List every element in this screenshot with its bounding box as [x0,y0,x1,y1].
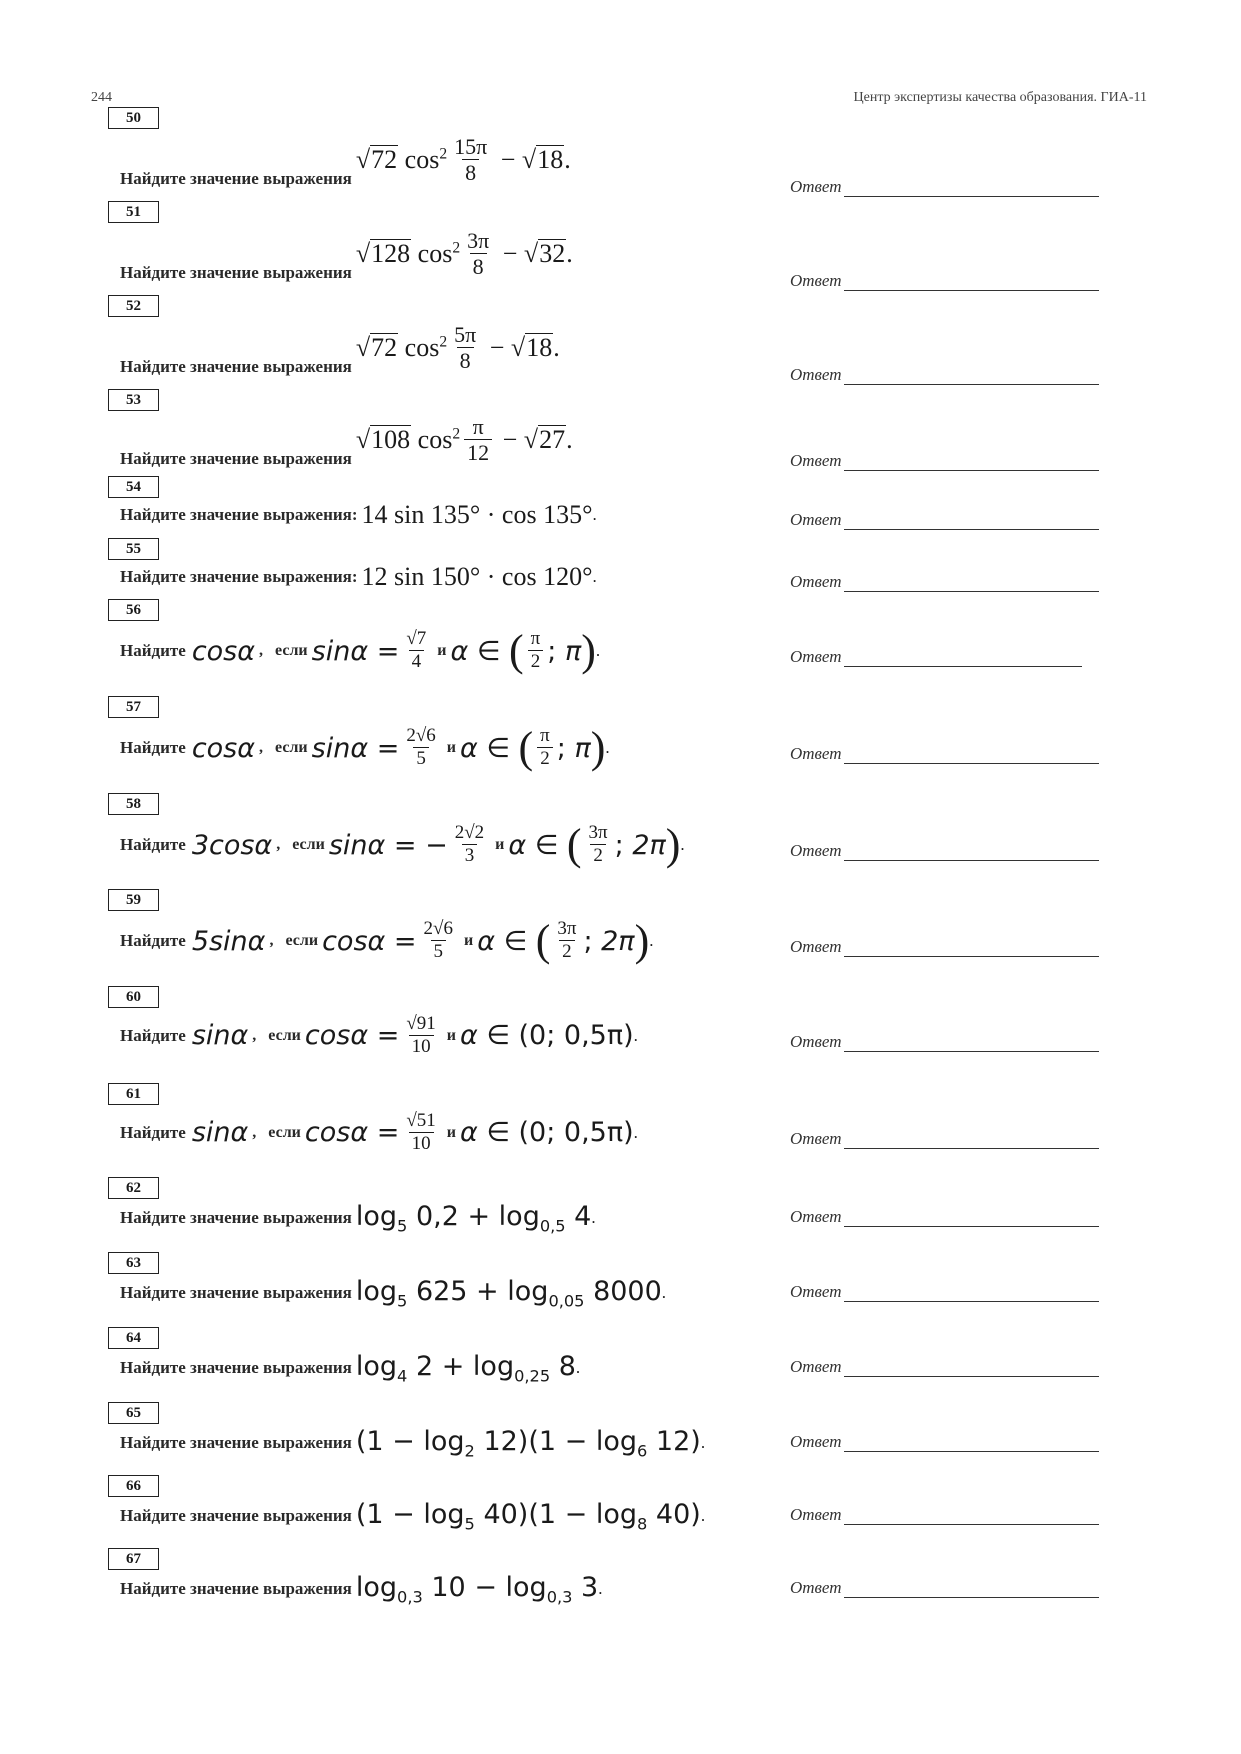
task-number: 58 [108,793,159,815]
interval: (0; 0,5π) [518,1020,634,1052]
interval-start: $\frac{\pi}{2}$ [537,726,553,770]
task-prompt: Найдите значение выражения: [120,505,358,524]
task-prompt: Найдите значение выражения [120,1506,352,1526]
answer-label: Ответ [790,510,842,529]
answer-label: Ответ [790,1282,842,1301]
answer-line[interactable] [844,180,1099,197]
task-prompt: Найдите значение выражения [120,1579,352,1599]
math-expression: $\log_4 2 + \log_{0,25} 8$ [355,1351,576,1386]
answer-label: Ответ [790,647,842,666]
task-number: 65 [108,1402,159,1424]
answer-label: Ответ [790,572,842,591]
task-number: 59 [108,889,159,911]
answer-field[interactable] [790,1129,1099,1149]
given-value: $\frac{2√2}{3}$ [454,822,485,867]
interval-start: $\frac{\pi}{2}$ [528,629,544,673]
answer-label: Ответ [790,1207,842,1226]
task-prompt: Найдите [120,641,186,660]
answer-line[interactable] [844,1360,1099,1377]
math-expression: $(1 - \log_5 40)(1 - \log_8 40)$ [355,1499,701,1534]
answer-field[interactable] [790,841,1099,861]
math-expression: 12 sin 150° · cos 120° [361,562,593,591]
given-value: $\frac{√51}{10}$ [406,1110,436,1154]
task-number: 61 [108,1083,159,1105]
interval-start: $\frac{3\pi}{2}$ [588,822,608,867]
math-expression: $\log_{0,3} 10 - \log_{0,3} 3$ [355,1572,599,1607]
answer-field[interactable] [790,937,1099,957]
answer-line[interactable] [844,1508,1099,1525]
task-prompt: Найдите [120,738,186,757]
target-function: 5sinα [191,925,266,957]
answer-field[interactable] [790,744,1099,764]
task-prompt: Найдите значение выражения [120,169,352,188]
answer-label: Ответ [790,1129,842,1148]
answer-field[interactable] [790,365,1099,385]
task-prompt: Найдите значение выражения [120,1283,352,1303]
interval: (0; 0,5π) [518,1117,634,1149]
answer-label: Ответ [790,841,842,860]
target-function: cosα [191,732,256,764]
task-number: 50 [108,107,159,129]
math-expression: $(1 - \log_2 12)(1 - \log_6 12)$ [355,1426,701,1461]
given-value: $\frac{√7}{4}$ [406,628,427,673]
answer-label: Ответ [790,1505,842,1524]
given-function: cosα [322,925,386,957]
task-number: 62 [108,1177,159,1199]
answer-line[interactable] [844,650,1082,667]
task-number: 66 [108,1475,159,1497]
task-number: 67 [108,1548,159,1570]
answer-label: Ответ [790,937,842,956]
math-expression: √ 128 $\cos^2$ $\frac{3\pi}{8}$ − √ 32 . [355,227,573,279]
math-expression: √ 72 $\cos^2$ $\frac{5\pi}{8}$ − √ 18 . [355,321,560,373]
answer-line[interactable] [844,368,1099,385]
given-value: $\frac{√91}{10}$ [406,1013,436,1057]
task-number: 64 [108,1327,159,1349]
answer-field[interactable] [790,1282,1099,1302]
answer-label: Ответ [790,365,842,384]
task-prompt: Найдите значение выражения [120,1208,352,1228]
answer-label: Ответ [790,1432,842,1451]
task-prompt: Найдите значение выражения [120,263,352,282]
task-prompt: Найдите [120,931,186,950]
interval-start: $\frac{3\pi}{2}$ [557,918,577,963]
answer-field[interactable] [790,572,1099,592]
answer-line[interactable] [844,454,1099,471]
answer-line[interactable] [844,1435,1099,1452]
task-prompt: Найдите значение выражения: [120,567,358,586]
given-function: sinα [311,635,369,667]
math-expression: 14 sin 135° · cos 135° [361,500,593,529]
answer-field[interactable] [790,1578,1099,1598]
task-number: 60 [108,986,159,1008]
task-prompt: Найдите значение выражения [120,1358,352,1378]
task-number: 56 [108,599,159,621]
answer-field[interactable] [790,1207,1099,1227]
answer-line[interactable] [844,513,1099,530]
task-number: 57 [108,696,159,718]
answer-field[interactable] [790,177,1099,197]
math-expression: $\log_5 0,2 + \log_{0,5} 4$ [355,1201,592,1236]
task-prompt: Найдите значение выражения [120,357,352,376]
answer-field[interactable] [790,1032,1099,1052]
given-value: $\frac{2√6}{5}$ [406,725,436,770]
answer-field[interactable] [790,647,1082,667]
task-number: 54 [108,476,159,498]
answer-field[interactable] [790,1357,1099,1377]
task-number: 51 [108,201,159,223]
answer-line[interactable] [844,274,1099,291]
math-expression: √ 108 $\cos^2$ $\frac{\pi}{12}$ − √ 27 . [355,413,573,465]
given-function: cosα [304,1020,369,1052]
target-function: sinα [191,1117,249,1149]
answer-field[interactable] [790,271,1099,291]
task-number: 55 [108,538,159,560]
page-number: 244 [91,90,112,105]
answer-label: Ответ [790,744,842,763]
answer-field[interactable] [790,1505,1099,1525]
task-prompt: Найдите значение выражения [120,1433,352,1453]
task-prompt: Найдите [120,1025,186,1045]
task-prompt: Найдите [120,1122,186,1142]
task-prompt: Найдите [120,835,186,854]
given-function: sinα [328,829,386,861]
answer-field[interactable] [790,1432,1099,1452]
given-function: cosα [304,1117,369,1149]
given-function: sinα [311,732,369,764]
answer-line[interactable] [844,1132,1099,1149]
answer-line[interactable] [844,575,1099,592]
task-number: 52 [108,295,159,317]
math-expression: √ 72 $\cos^2$ $\frac{15\pi}{8}$ − √ 18 . [355,133,571,185]
answer-label: Ответ [790,177,842,196]
target-function: 3cosα [191,829,273,861]
answer-field[interactable] [790,451,1099,471]
task-number: 53 [108,389,159,411]
answer-line[interactable] [844,1581,1099,1598]
answer-line[interactable] [844,940,1099,957]
given-value: $\frac{2√6}{5}$ [423,918,453,963]
answer-label: Ответ [790,1578,842,1597]
target-function: sinα [191,1020,249,1052]
math-expression: $\log_5 625 + \log_{0,05} 8000$ [355,1276,662,1311]
task-number: 63 [108,1252,159,1274]
answer-label: Ответ [790,271,842,290]
target-function: cosα [191,635,256,667]
answer-label: Ответ [790,1357,842,1376]
answer-field[interactable] [790,510,1099,530]
page-header-title: Центр экспертизы качества образования. ГИА-11 [853,90,1147,105]
answer-line[interactable] [844,1210,1099,1227]
answer-line[interactable] [844,844,1099,861]
task-prompt: Найдите значение выражения [120,449,352,468]
answer-label: Ответ [790,451,842,470]
answer-line[interactable] [844,1035,1099,1052]
answer-line[interactable] [844,747,1099,764]
answer-line[interactable] [844,1285,1099,1302]
answer-label: Ответ [790,1032,842,1051]
